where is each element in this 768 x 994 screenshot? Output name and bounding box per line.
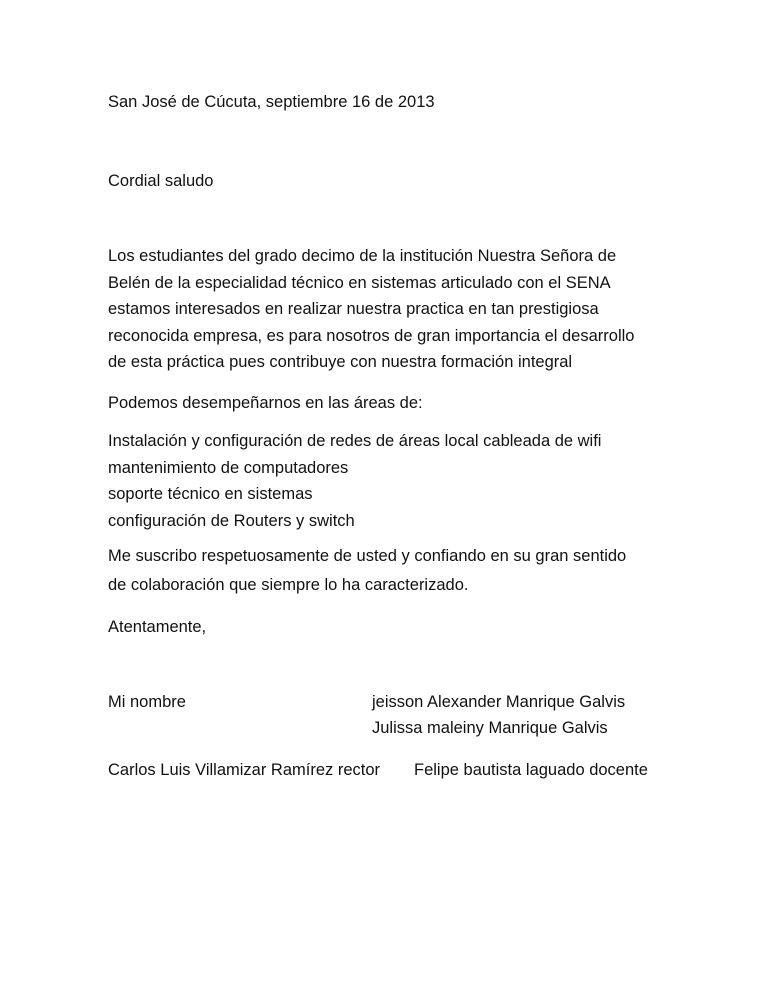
intro-line: de esta práctica pues contribuye con nuestra formación integral	[108, 353, 573, 371]
area-item: soporte técnico en sistemas	[108, 485, 313, 503]
intro-line: reconocida empresa, es para nosotros de gran importancia el desarrollo	[108, 326, 635, 345]
closing-line: Me suscribo respetuosamente de usted y confiando en su gran sentido	[108, 547, 627, 565]
area-item: mantenimiento de computadores	[108, 458, 349, 477]
rector-name: Carlos Luis Villamizar Ramírez rector	[108, 761, 381, 779]
teacher-name: Felipe bautista laguado docente	[414, 761, 648, 779]
sign-off: Atentamente,	[108, 618, 207, 636]
areas-intro: Podemos desempeñarnos en las áreas de:	[108, 394, 423, 412]
student-name-2: Julissa maleiny Manrique Galvis	[372, 719, 608, 737]
date-line: San José de Cúcuta, septiembre 16 de 2013	[108, 93, 435, 111]
intro-line: Belén de la especialidad técnico en sistemas articulado con el SENA	[108, 273, 611, 292]
student-name-1: jeisson Alexander Manrique Galvis	[372, 693, 626, 711]
area-item: Instalación y configuración de redes de áreas local cableada de wifi	[108, 432, 602, 450]
intro-paragraph	[108, 243, 634, 376]
area-item: configuración de Routers y switch	[108, 511, 355, 530]
signature-label: Mi nombre	[108, 693, 186, 711]
intro-line: estamos interesados en realizar nuestra practica en tan prestigiosa	[108, 300, 599, 318]
closing-line: de colaboración que siempre lo ha caracterizado.	[108, 576, 469, 594]
intro-line: Los estudiantes del grado decimo de la institución Nuestra Señora de	[108, 247, 617, 265]
closing-paragraph	[108, 542, 626, 600]
greeting: Cordial saludo	[108, 172, 214, 190]
areas-list	[108, 428, 601, 534]
